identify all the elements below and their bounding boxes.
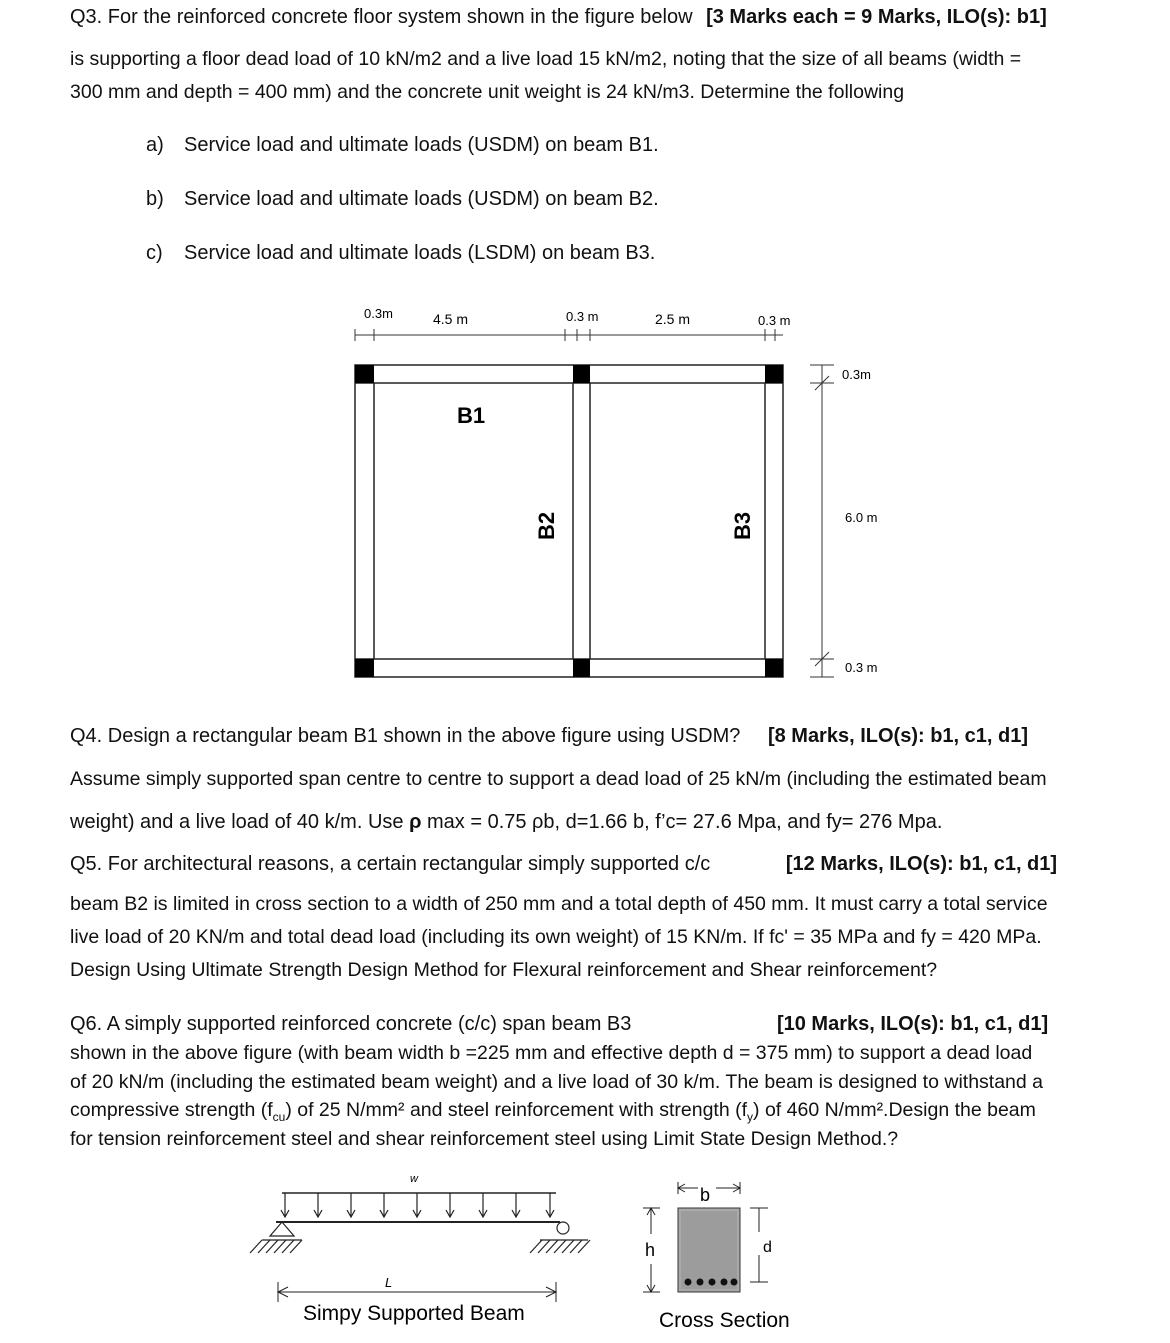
dim-bottom: 0.3 m bbox=[845, 660, 878, 675]
column-top-left bbox=[355, 365, 374, 383]
q3-line-3: 300 mm and depth = 400 mm) and the concrete unit weight is 24 kN/m3. Determine the following bbox=[70, 81, 905, 103]
column-bottom-right bbox=[765, 659, 783, 677]
beam-figure bbox=[0, 1160, 1170, 1343]
q5-line-4: Design Using Ultimate Strength Design Method for Flexural reinforcement and Shear reinforcement? bbox=[70, 959, 938, 981]
section-h-label: h bbox=[645, 1240, 656, 1260]
dim-span-1: 4.5 m bbox=[433, 311, 469, 327]
column-bottom-left bbox=[355, 659, 374, 677]
q4-line-3-a: weight) and a live load of 40 k/m. Use bbox=[70, 811, 410, 833]
item-text: Service load and ultimate loads (USDM) on beam B1. bbox=[184, 134, 659, 156]
q4-line-3 bbox=[70, 810, 942, 834]
q6-line-5: for tension reinforcement steel and shear reinforcement steel using Limit State Design Method.? bbox=[70, 1128, 899, 1150]
section-concrete bbox=[681, 1211, 737, 1289]
item-text: Service load and ultimate loads (LSDM) on beam B3. bbox=[184, 242, 656, 264]
q5-line-2: beam B2 is limited in cross section to a width of 250 mm and a total depth of 450 mm. It must carry a total service bbox=[70, 893, 1048, 915]
span-dimension bbox=[278, 1282, 556, 1302]
q4-line-1 bbox=[70, 724, 1028, 748]
pin-support bbox=[250, 1222, 302, 1253]
dim-col-3: 0.3 m bbox=[758, 313, 791, 328]
q6-line-3: of 20 kN/m (including the estimated beam weight) and a live load of 30 k/m. The beam is designed to withstand a bbox=[70, 1071, 1044, 1093]
load-w-label: w bbox=[410, 1173, 418, 1185]
fcu-subscript: cu bbox=[272, 1109, 286, 1124]
q6-intro: Q6. A simply supported reinforced concrete (c/c) span beam B3 bbox=[70, 1013, 632, 1035]
q6-line-4-c: ) of 460 N/mm².Design the beam bbox=[753, 1099, 1036, 1121]
beam-b1-label: B1 bbox=[457, 403, 486, 428]
q3-marks: [3 Marks each = 9 Marks, ILO(s): b1] bbox=[706, 6, 1047, 28]
q6-marks: [10 Marks, ILO(s): b1, c1, d1] bbox=[776, 1013, 1049, 1035]
q6-line-4 bbox=[70, 1098, 1036, 1129]
frame-outer bbox=[355, 365, 783, 677]
dim-height: 6.0 m bbox=[845, 510, 878, 525]
column-top-right bbox=[765, 365, 783, 383]
column-top-middle bbox=[573, 365, 590, 383]
q5-marks: [12 Marks, ILO(s): b1, c1, d1] bbox=[785, 853, 1058, 875]
section-d-label: d bbox=[763, 1239, 772, 1256]
dim-col-1: 0.3m bbox=[364, 306, 393, 321]
load-arrows bbox=[281, 1193, 554, 1217]
q5-line-1 bbox=[70, 852, 1057, 876]
q4-marks: [8 Marks, ILO(s): b1, c1, d1] bbox=[767, 725, 1029, 747]
q4-line-2: Assume simply supported span centre to centre to support a dead load of 25 kN/m (including the estimated beam bbox=[70, 768, 1047, 790]
q4-line-3-b: max = 0.75 ρb, d=1.66 b, f’c= 27.6 Mpa, and fy= 276 Mpa. bbox=[421, 811, 943, 833]
item-label: a) bbox=[146, 134, 164, 156]
column-bottom-middle bbox=[573, 659, 590, 677]
section-caption: Cross Section bbox=[659, 1309, 790, 1332]
q6-line-4-a: compressive strength (f bbox=[70, 1099, 273, 1121]
q5-line-3: live load of 20 KN/m and total dead load (including its own weight) of 15 KN/m. If fc' = 35 MPa and fy = 420 MPa. bbox=[70, 926, 1042, 948]
dim-span-2: 2.5 m bbox=[655, 311, 691, 327]
q4-intro: Q4. Design a rectangular beam B1 shown in the above figure using USDM? bbox=[70, 725, 741, 747]
q6-line-4-b: ) of 25 N/mm² and steel reinforcement with strength (f bbox=[285, 1099, 748, 1121]
section-b-label: b bbox=[700, 1185, 711, 1205]
dim-col-2: 0.3 m bbox=[566, 309, 599, 324]
dim-top: 0.3m bbox=[842, 367, 871, 382]
beam-caption: Simpy Supported Beam bbox=[303, 1302, 525, 1325]
rho-symbol: ρ bbox=[409, 811, 422, 833]
q3-line-2: is supporting a floor dead load of 10 kN/m2 and a live load 15 kN/m2, noting that the size of all beams (width = bbox=[70, 48, 1022, 70]
q5-intro: Q5. For architectural reasons, a certain rectangular simply supported c/c bbox=[70, 853, 711, 875]
q6-line-2: shown in the above figure (with beam width b =225 mm and effective depth d = 375 mm) to support a dead load bbox=[70, 1042, 1033, 1064]
item-label: c) bbox=[146, 242, 163, 264]
beam-b2-label: B2 bbox=[534, 511, 559, 540]
beam-b3-label: B3 bbox=[730, 511, 755, 540]
fy-subscript: y bbox=[747, 1109, 754, 1124]
q6-line-1 bbox=[70, 1012, 1048, 1036]
item-label: b) bbox=[146, 188, 164, 210]
item-text: Service load and ultimate loads (USDM) on beam B2. bbox=[184, 188, 659, 210]
span-l-label: L bbox=[385, 1275, 393, 1290]
roller-support bbox=[530, 1222, 590, 1253]
q3-intro: Q3. For the reinforced concrete floor system shown in the figure below bbox=[70, 6, 693, 28]
